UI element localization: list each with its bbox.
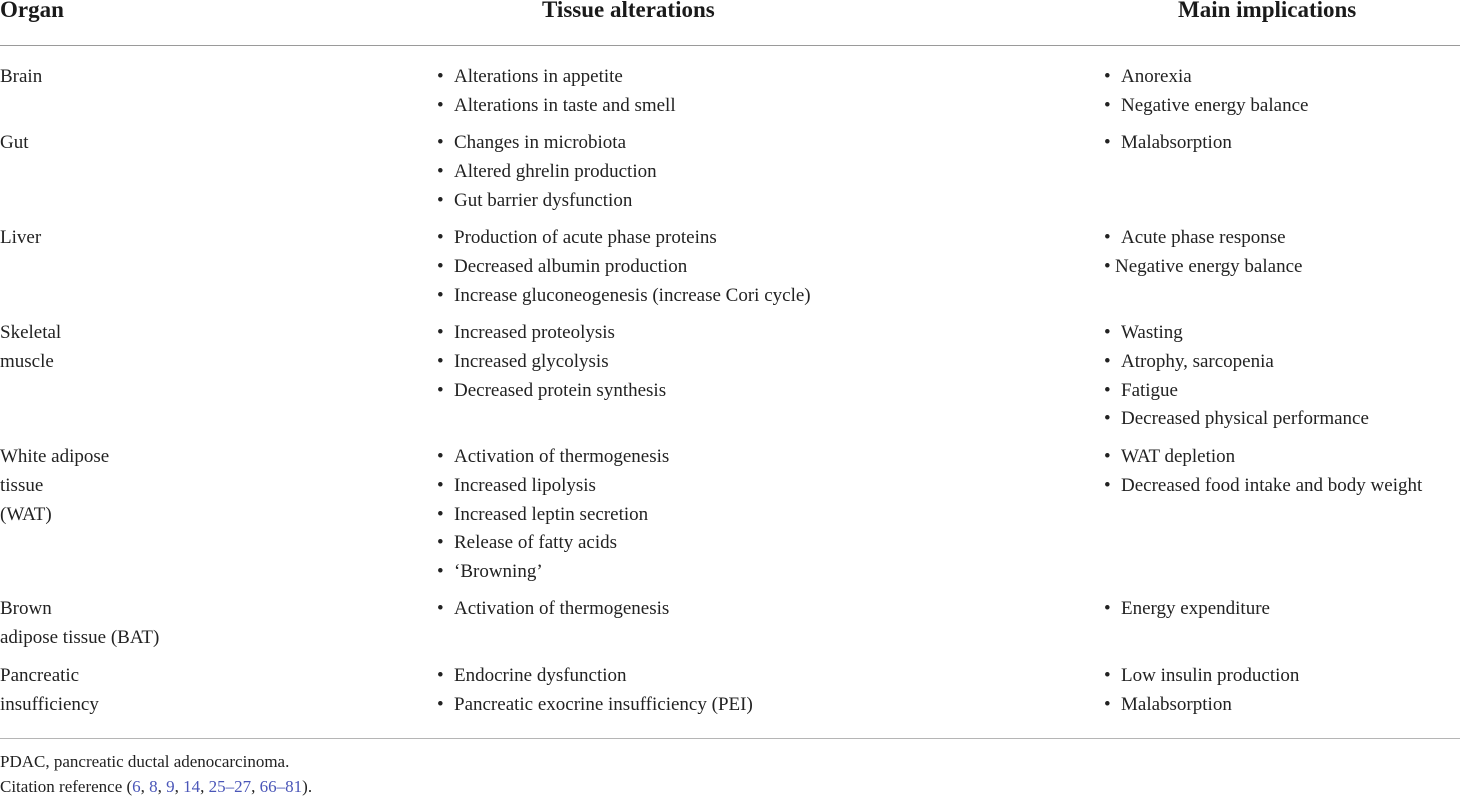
- list-item: • Increased glycolysis: [437, 348, 666, 377]
- organ-label: Skeletal: [0, 322, 62, 343]
- alterations-cell: [437, 662, 753, 720]
- bullet-icon: •: [1104, 598, 1111, 619]
- list-item: • Decreased food intake and body weight: [1104, 472, 1422, 501]
- list-item: • Changes in microbiota: [437, 129, 657, 158]
- implications-cell: [1104, 319, 1369, 434]
- footnote-citation: Citation reference (6, 8, 9, 14, 25–27, 66–81).: [0, 777, 313, 796]
- list-item: • Activation of thermogenesis: [437, 443, 669, 472]
- footnote-abbreviation: PDAC, pancreatic ductal adenocarcinoma.: [0, 752, 290, 771]
- bullet-icon: •: [1104, 66, 1111, 87]
- list-item: • Wasting: [1104, 319, 1369, 348]
- bullet-icon: •: [1104, 227, 1111, 248]
- list-item: • Decreased albumin production: [437, 253, 811, 282]
- organ-label: Brown: [0, 598, 52, 619]
- list-item: • Altered ghrelin production: [437, 158, 657, 187]
- alterations-cell: [437, 443, 669, 587]
- list-item: • Fatigue: [1104, 377, 1369, 406]
- alterations-cell: [437, 595, 669, 624]
- organ-label: Brain: [0, 66, 43, 87]
- organ-label: muscle: [0, 350, 54, 372]
- bullet-icon: •: [1104, 255, 1111, 277]
- list-item: • Anorexia: [1104, 63, 1308, 92]
- list-item: • Malabsorption: [1104, 691, 1299, 720]
- bullet-icon: •: [1104, 693, 1111, 715]
- list-item: • Alterations in taste and smell: [437, 92, 676, 121]
- bullet-icon: •: [437, 532, 444, 554]
- bullet-icon: •: [1104, 446, 1111, 467]
- list-item: • Negative energy balance: [1104, 92, 1308, 121]
- implications-cell: [1104, 63, 1308, 121]
- list-item: • Increased proteolysis: [437, 319, 666, 348]
- bullet-icon: •: [1104, 322, 1111, 343]
- bullet-icon: •: [437, 379, 444, 401]
- list-item: • Endocrine dysfunction: [437, 662, 753, 691]
- bullet-icon: •: [437, 561, 444, 583]
- bullet-icon: •: [437, 94, 444, 116]
- list-item: • Gut barrier dysfunction: [437, 187, 657, 216]
- bullet-icon: •: [437, 189, 444, 211]
- bullet-icon: •: [437, 474, 444, 496]
- organ-cell: [0, 129, 300, 158]
- bullet-icon: •: [437, 503, 444, 525]
- header-tissue-alterations: Tissue alterations: [542, 0, 715, 22]
- alterations-cell: [437, 319, 666, 405]
- header-main-implications: Main implications: [1178, 0, 1357, 22]
- list-item: • WAT depletion: [1104, 443, 1422, 472]
- list-item: • Atrophy, sarcopenia: [1104, 348, 1369, 377]
- organ-label: Liver: [0, 227, 42, 248]
- implications-cell: [1104, 662, 1299, 720]
- list-item: • Acute phase response: [1104, 224, 1302, 253]
- bullet-icon: •: [1104, 665, 1111, 686]
- citation-suffix: ).: [302, 777, 313, 796]
- bullet-icon: •: [437, 132, 444, 153]
- bullet-icon: •: [437, 284, 444, 306]
- bullet-icon: •: [437, 446, 444, 467]
- list-item: • Increased lipolysis: [437, 472, 669, 501]
- organ-label: White adipose: [0, 446, 110, 467]
- organ-label: Pancreatic: [0, 665, 80, 686]
- list-item: • Production of acute phase proteins: [437, 224, 811, 253]
- organ-cell: [0, 662, 300, 720]
- list-item: • Increase gluconeogenesis (increase Cori cycle): [437, 282, 811, 311]
- organ-label: insufficiency: [0, 693, 99, 715]
- organ-label: (WAT): [0, 503, 52, 525]
- implications-cell: [1104, 224, 1302, 282]
- implications-cell: [1104, 595, 1270, 624]
- citation-link[interactable]: 6: [132, 777, 141, 796]
- footer-rule: [0, 738, 1460, 739]
- alterations-cell: [437, 129, 657, 215]
- list-item: • ‘Browning’: [437, 558, 669, 587]
- organ-cell: [0, 224, 300, 253]
- table-header: [0, 0, 1460, 32]
- list-item: • Activation of thermogenesis: [437, 595, 669, 624]
- bullet-icon: •: [1104, 94, 1111, 116]
- citation-link[interactable]: 66–81: [259, 777, 303, 796]
- citation-link[interactable]: 25–27: [208, 777, 252, 796]
- implications-cell: [1104, 443, 1422, 501]
- alterations-cell: [437, 224, 811, 310]
- citation-link[interactable]: 14: [183, 777, 201, 796]
- bullet-icon: •: [437, 665, 444, 686]
- organ-cell: [0, 319, 300, 377]
- citation-prefix: Citation reference (: [0, 777, 133, 796]
- organ-label: adipose tissue (BAT): [0, 626, 160, 648]
- organ-label: Gut: [0, 132, 29, 153]
- bullet-icon: •: [437, 598, 444, 619]
- bullet-icon: •: [437, 322, 444, 343]
- bullet-icon: •: [1104, 132, 1111, 153]
- list-item: • Increased leptin secretion: [437, 501, 669, 530]
- organ-cell: [0, 63, 300, 92]
- bullet-icon: •: [1104, 379, 1111, 401]
- bullet-icon: •: [437, 160, 444, 182]
- citation-link[interactable]: 9: [166, 777, 175, 796]
- list-item: • Release of fatty acids: [437, 529, 669, 558]
- list-item: • Negative energy balance: [1104, 253, 1302, 282]
- header-rule: [0, 45, 1460, 46]
- organ-cell: [0, 443, 300, 529]
- list-item: • Malabsorption: [1104, 129, 1232, 158]
- header-organ: Organ: [0, 0, 64, 22]
- bullet-icon: •: [1104, 408, 1111, 430]
- organ-label: tissue: [0, 474, 44, 496]
- citation-link[interactable]: 8: [149, 777, 158, 796]
- bullet-icon: •: [437, 227, 444, 248]
- bullet-icon: •: [1104, 350, 1111, 372]
- implications-cell: [1104, 129, 1232, 158]
- list-item: • Alterations in appetite: [437, 63, 676, 92]
- bullet-icon: •: [437, 66, 444, 87]
- bullet-icon: •: [1104, 474, 1111, 496]
- list-item: • Decreased protein synthesis: [437, 377, 666, 406]
- list-item: • Decreased physical performance: [1104, 405, 1369, 434]
- bullet-icon: •: [437, 255, 444, 277]
- list-item: • Pancreatic exocrine insufficiency (PEI): [437, 691, 753, 720]
- bullet-icon: •: [437, 693, 444, 715]
- bullet-icon: •: [437, 350, 444, 372]
- list-item: • Energy expenditure: [1104, 595, 1270, 624]
- list-item: • Low insulin production: [1104, 662, 1299, 691]
- organ-cell: [0, 595, 300, 653]
- alterations-cell: [437, 63, 676, 121]
